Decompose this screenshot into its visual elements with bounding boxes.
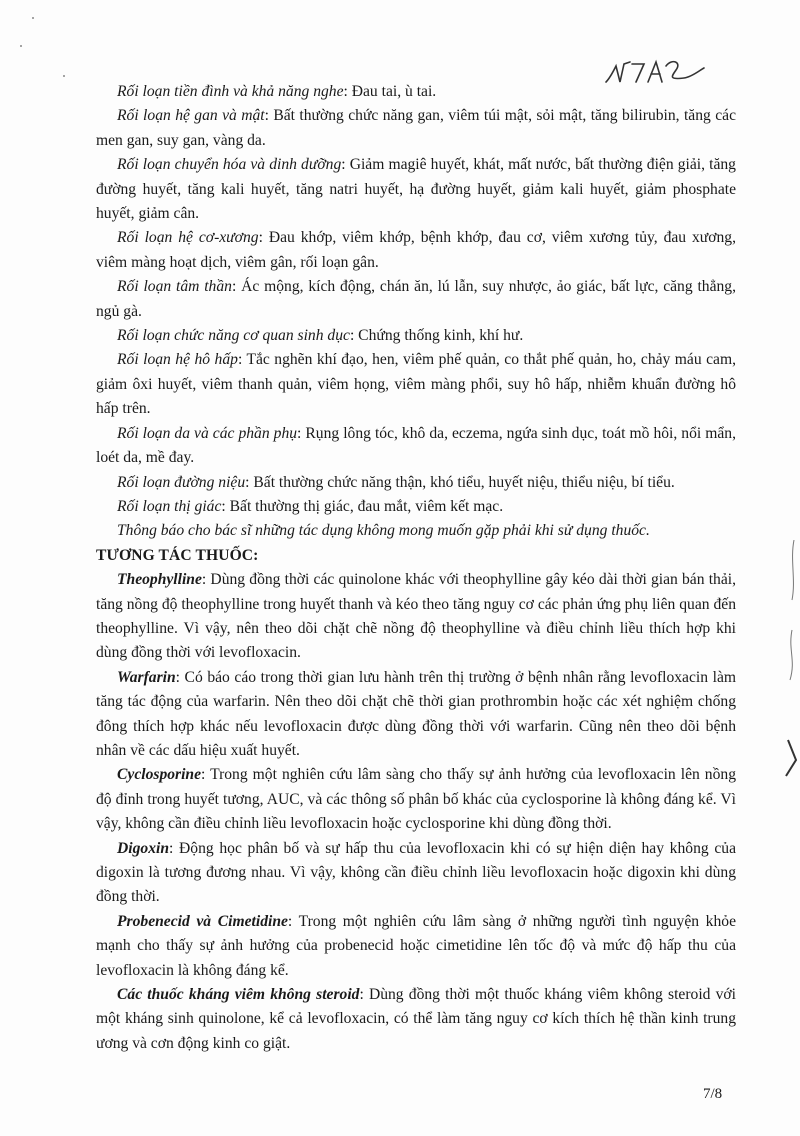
adverse-effect-heading: Rối loạn tâm thần — [117, 278, 232, 296]
interaction-heading: Probenecid và Cimetidine — [117, 912, 288, 930]
adverse-effect-heading: Rối loạn đường niệu — [117, 473, 246, 491]
interaction-heading: Warfarin — [117, 668, 176, 686]
adverse-effect-text: : Chứng thống kinh, khí hư. — [349, 327, 524, 345]
adverse-effect-heading: Rối loạn hệ gan và mật — [117, 107, 265, 125]
adverse-effect-paragraph — [96, 153, 736, 226]
interaction-paragraph — [96, 837, 736, 910]
adverse-effect-text: : Rụng lông tóc, khô da, eczema, ngứa sinh dục, toát mồ hôi, nổi mẩn, loét da, mề đay. — [96, 424, 736, 467]
adverse-effect-heading: Rối loạn hệ cơ-xương — [117, 229, 259, 247]
adverse-effect-heading: Rối loạn da và các phần phụ — [117, 424, 298, 442]
adverse-effect-paragraph — [96, 104, 736, 153]
section-title-drug-interactions: TƯƠNG TÁC THUỐC: — [96, 546, 259, 564]
interaction-heading: Cyclosporine — [117, 766, 202, 784]
report-note: Thông báo cho bác sĩ những tác dụng không mong muốn gặp phải khi sử dụng thuốc. — [117, 522, 650, 540]
interaction-paragraph — [96, 666, 736, 764]
adverse-effect-text: : Ác mộng, kích động, chán ăn, lú lẫn, suy nhược, ảo giác, bất lực, căng thẳng, ngủ gà. — [96, 278, 737, 320]
adverse-effect-paragraph — [96, 324, 736, 348]
adverse-effect-heading: Rối loạn thị giác — [117, 497, 222, 515]
adverse-effect-paragraph — [96, 275, 736, 324]
margin-scribble-mark — [778, 540, 798, 780]
interaction-paragraph — [96, 983, 736, 1056]
adverse-effect-text: : Đau tai, ù tai. — [343, 83, 437, 100]
scan-speck — [63, 75, 65, 77]
adverse-effect-text: : Tắc nghẽn khí đạo, hen, viêm phế quản, co thắt phế quản, ho, chảy máu cam, giảm ôxi huyết, viêm thanh quản, viêm họng, viêm màng phổi, suy hô hấp, nhiễm khuẩn đường hô hấp trên. — [96, 351, 736, 418]
interaction-paragraph — [96, 910, 736, 983]
interaction-heading: Digoxin — [117, 839, 169, 857]
scan-speck — [32, 17, 34, 19]
interaction-text: : Trong một nghiên cứu lâm sàng ở những người tình nguyện khỏe mạnh cho thấy sự ảnh hưởng của probenecid hoặc cimetidine lên tốc độ và mức độ hấp thu của levofloxacin là không đáng kể. — [96, 912, 736, 979]
adverse-effect-text: : Giảm magiê huyết, khát, mất nước, bất thường điện giải, tăng đường huyết, tăng kali huyết, tăng natri huyết, hạ đường huyết, giảm kali huyết, giảm phosphate huyết, giảm cân. — [96, 156, 736, 223]
interaction-heading: Theophylline — [117, 571, 202, 589]
interaction-text: : Dùng đồng thời các quinolone khác với theophylline gây kéo dài thời gian bán thải, tăng nồng độ theophylline trong huyết thanh và kéo theo tăng nguy cơ các phản ứng phụ liên quan đến theophylline. Vì vậy, nên theo dõi chặt chẽ nồng độ theophylline và điều chỉnh liều thích hợp khi dùng đồng thời với levofloxacin. — [96, 571, 736, 662]
adverse-effect-paragraph — [96, 80, 736, 104]
adverse-effect-paragraph — [96, 422, 736, 471]
interaction-paragraph — [96, 568, 736, 666]
adverse-effect-text: : Bất thường thị giác, đau mắt, viêm kết mạc. — [221, 497, 504, 515]
interaction-heading: Các thuốc kháng viêm không steroid — [117, 986, 360, 1004]
interaction-text: : Dùng đồng thời một thuốc kháng viêm không steroid với một kháng sinh quinolone, kể cả levofloxacin, có thể làm tăng nguy cơ kích thích hệ thần kinh trung ương và cơn động kinh co giật. — [96, 986, 736, 1052]
adverse-effect-heading: Rối loạn tiền đình và khả năng nghe — [117, 83, 344, 100]
adverse-effect-text: : Bất thường chức năng thận, khó tiểu, huyết niệu, thiểu niệu, bí tiểu. — [245, 473, 675, 491]
adverse-effect-heading: Rối loạn chuyển hóa và dinh dưỡng — [117, 156, 342, 174]
adverse-effect-heading: Rối loạn hệ hô hấp — [117, 351, 238, 369]
interaction-text: : Có báo cáo trong thời gian lưu hành trên thị trường ở bệnh nhân rằng levofloxacin làm tăng tác động của warfarin. Nên theo dõi chặt chẽ thời gian prothrombin hoặc các xét nghiệm chống đông thích hợp khác nếu levofloxacin được dùng đồng thời với warfarin. Cũng nên theo dõi bệnh nhân về các dấu hiệu xuất huyết. — [96, 668, 736, 759]
adverse-effect-paragraph — [96, 471, 736, 495]
document-body — [96, 80, 736, 1056]
interaction-text: : Trong một nghiên cứu lâm sàng cho thấy sự ảnh hưởng của levofloxacin lên nồng độ đỉnh trong huyết tương, AUC, và các thông số phân bố khác của cyclosporine là không đáng kể. Vì vậy, không cần điều chỉnh liều levofloxacin hoặc cyclosporine khi dùng đồng thời. — [96, 766, 736, 833]
scan-speck — [20, 45, 22, 47]
interaction-paragraph — [96, 763, 736, 836]
adverse-effect-paragraph — [96, 226, 736, 275]
interaction-text: : Động học phân bố và sự hấp thu của levofloxacin khi có sự hiện diện hay không của digoxin là tương đương nhau. Vì vậy, không cần điều chỉnh liều levofloxacin hoặc digoxin khi dùng đồng thời. — [96, 839, 736, 906]
adverse-effect-heading: Rối loạn chức năng cơ quan sinh dục — [117, 327, 350, 345]
adverse-effect-text: : Đau khớp, viêm khớp, bệnh khớp, đau cơ, viêm xương tủy, đau xương, viêm màng hoạt dịch, viêm gân, rối loạn gân. — [96, 229, 736, 271]
page-number: 7/8 — [703, 1086, 723, 1102]
adverse-effect-paragraph — [96, 348, 736, 421]
adverse-effect-paragraph — [96, 495, 736, 519]
adverse-effect-text: : Bất thường chức năng gan, viêm túi mật, sỏi mật, tăng bilirubin, tăng các men gan, suy gan, vàng da. — [96, 107, 736, 149]
